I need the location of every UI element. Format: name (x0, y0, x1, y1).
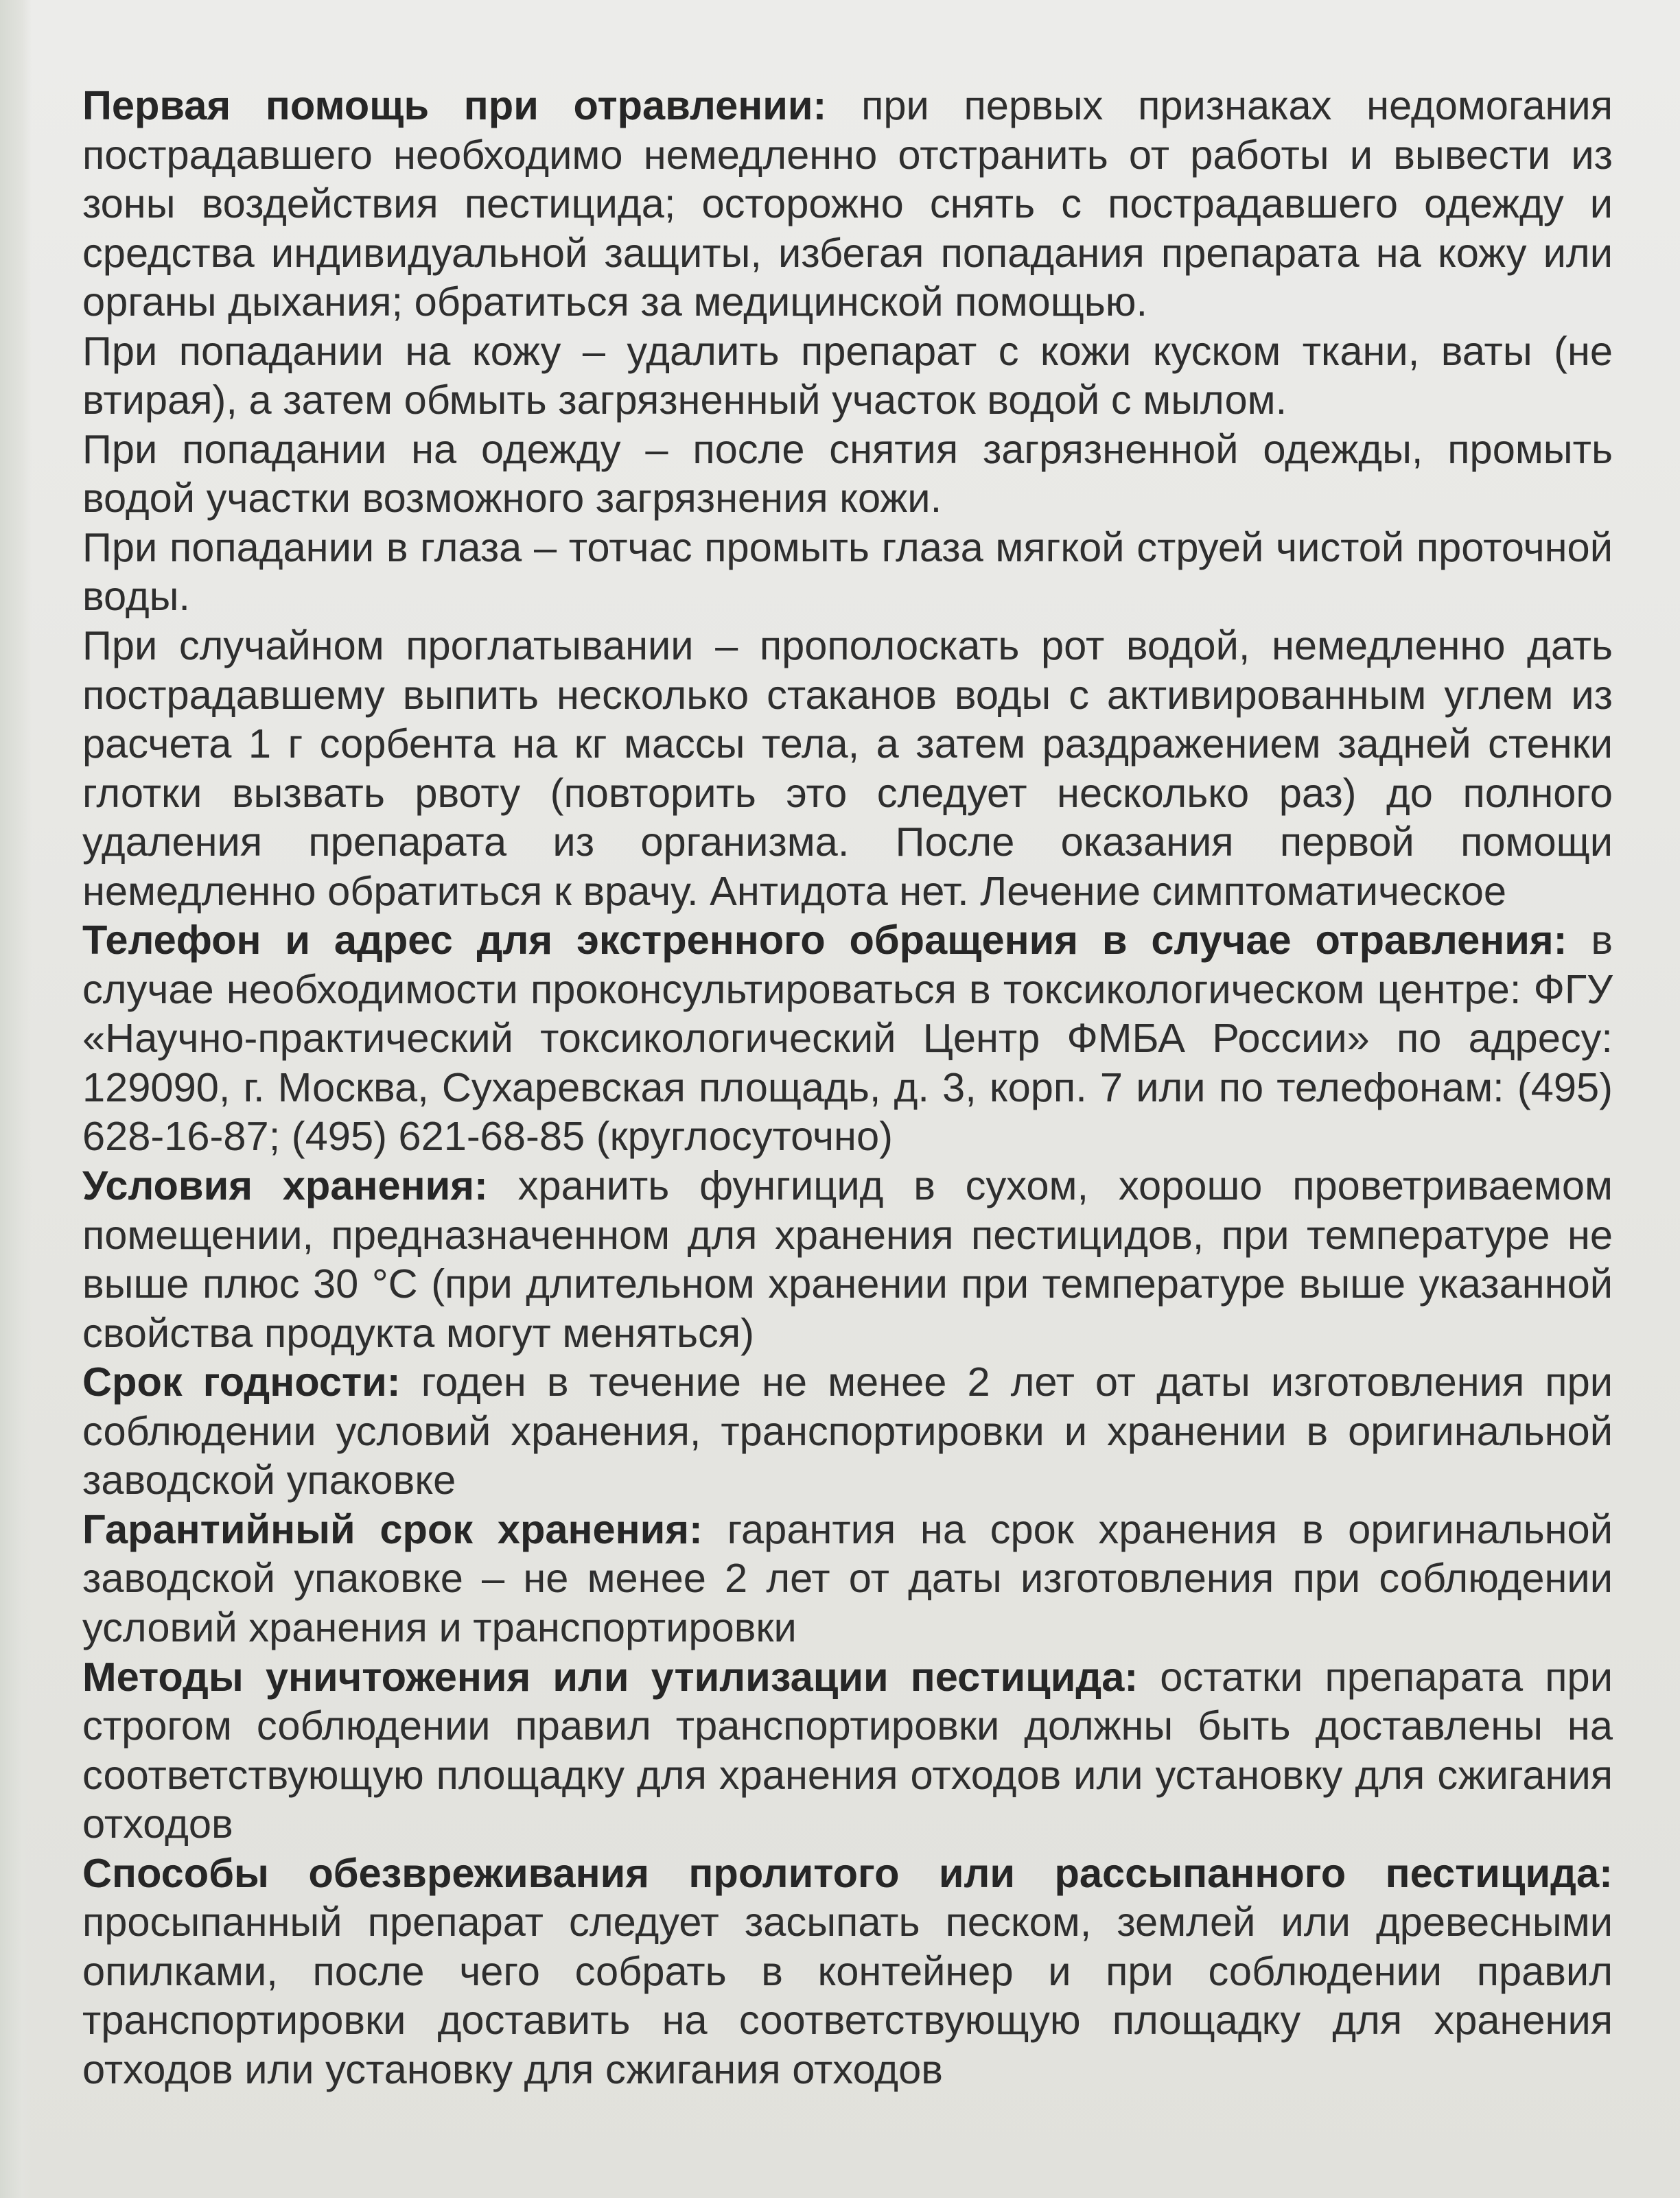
section-skin-contact (82, 327, 1613, 425)
section-disposal-methods (82, 1652, 1613, 1849)
section-body: гарантия на срок хранения в оригинальной заводской упаковке – не менее 2 лет от даты изготовления при соблюдении условий хранения и транспортировки (82, 1506, 1613, 1650)
section-body: При попадании в глаза – тотчас промыть глаза мягкой струей чистой проточной воды. (82, 524, 1613, 620)
section-emergency-contact (82, 915, 1613, 1161)
section-heading: Способы обезвреживания пролитого или рассыпанного пестицида: (82, 1849, 1613, 1896)
paper-edge (0, 0, 32, 2198)
section-body: остатки препарата при строгом соблюдении правил транспортировки должны быть доставлены на соответствующую площадку для хранения отходов или установку для сжигания отходов (82, 1653, 1613, 1847)
section-body: просыпанный препарат следует засыпать песком, землей или древесными опилками, после чего собрать в контейнер и при соблюдении правил транспортировки доставить на соответствующую площадку для хранения отходов или установку для сжигания отходов (82, 1899, 1613, 2092)
section-storage-conditions (82, 1161, 1613, 1357)
section-first-aid (82, 81, 1613, 327)
section-heading: Срок годности: (82, 1359, 401, 1405)
section-heading: Первая помощь при отравлении: (82, 82, 827, 128)
section-body: При попадании на кожу – удалить препарат с кожи куском ткани, ваты (не втирая), а затем обмыть загрязненный участок водой с мылом. (82, 327, 1613, 423)
section-body: в случае необходимости проконсультироваться в токсикологическом центре: ФГУ «Научно-практический токсикологический Центр ФМБА России» по адресу: 129090, г. Москва, Сухаревская площадь, д. 3, корп. 7 или по телефонам: (495) 628-16-87; (495) 621-68-85 (круглосуточно) (82, 917, 1613, 1160)
section-eye-contact (82, 523, 1613, 621)
section-body: При попадании на одежду – после снятия загрязненной одежды, промыть водой участки возможного загрязнения кожи. (82, 425, 1613, 522)
section-body: при первых признаках недомогания пострадавшего необходимо немедленно отстранить от работы и вывести из зоны воздействия пестицида; осторожно снять с пострадавшего одежду и средства индивидуальной защиты, избегая попадания препарата на кожу или органы дыхания; обратиться за медицинской помощью. (82, 82, 1613, 325)
section-ingestion (82, 621, 1613, 915)
section-heading: Телефон и адрес для экстренного обращения в случае отравления: (82, 917, 1567, 963)
instruction-text (82, 81, 1613, 2094)
section-heading: Методы уничтожения или утилизации пестицида: (82, 1653, 1139, 1700)
section-clothing-contact (82, 425, 1613, 523)
section-body: хранить фунгицид в сухом, хорошо проветриваемом помещении, предназначенном для хранения пестицидов, при температуре не выше плюс 30 °С (при длительном хранении при температуре выше указанной свойства продукта могут меняться) (82, 1162, 1613, 1356)
section-heading: Условия хранения: (82, 1162, 488, 1209)
section-heading: Гарантийный срок хранения: (82, 1506, 703, 1552)
section-shelf-life (82, 1357, 1613, 1505)
section-body: годен в течение не менее 2 лет от даты изготовления при соблюдении условий хранения, транспортировки и хранении в оригинальной заводской упаковке (82, 1359, 1613, 1504)
section-spill-neutralization (82, 1849, 1613, 2094)
section-body: При случайном проглатывании – прополоскать рот водой, немедленно дать пострадавшему выпить несколько стаканов воды с активированным углем из расчета 1 г сорбента на кг массы тела, а затем раздражением задней стенки глотки вызвать рвоту (повторить это следует несколько раз) до полного удаления препарата из организма. После оказания первой помощи немедленно обратиться к врачу. Антидота нет. Лечение симптоматическое (82, 622, 1613, 914)
section-guaranteed-storage (82, 1505, 1613, 1652)
